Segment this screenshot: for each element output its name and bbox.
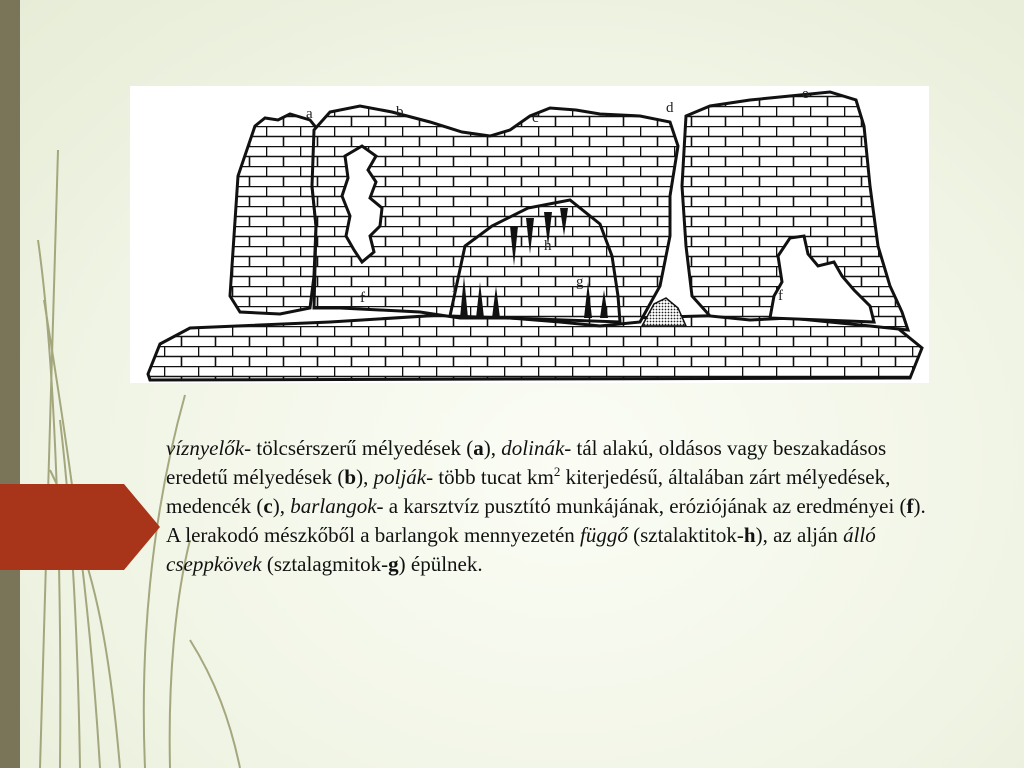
bedrock-layer	[148, 312, 922, 380]
label-i: i	[452, 280, 457, 296]
paragraph-karst-forms: víznyelők- tölcsérszerű mélyedések (a), dolinák- tál alakú, oldásos vagy beszakadásos eredetű mélyedések (b), polják- több tucat $km^2$ kiterjedésű, általában zárt mélyedések, medencék (c), barlangok- a karsztvíz pusztító munkájának, eróziójának az eredményei (f).	[166, 436, 926, 518]
description-text	[166, 434, 946, 579]
label-f-left: f	[360, 290, 365, 306]
rock-block-left	[230, 114, 318, 314]
label-d: d	[666, 100, 674, 116]
karst-diagram	[130, 86, 929, 383]
label-b: b	[396, 104, 404, 120]
label-e: e	[802, 86, 809, 102]
label-h: h	[544, 238, 552, 254]
label-a: a	[306, 106, 313, 122]
paragraph-speleothems: A lerakodó mészkőből a barlangok mennyezetén függő (sztalaktitok-h), az alján álló cseppkövek (sztalagmitok-g) épülnek.	[166, 523, 876, 576]
label-f-right: f	[778, 288, 783, 304]
label-c: c	[532, 110, 539, 126]
label-g: g	[576, 274, 584, 290]
arrow-marker	[0, 484, 160, 570]
